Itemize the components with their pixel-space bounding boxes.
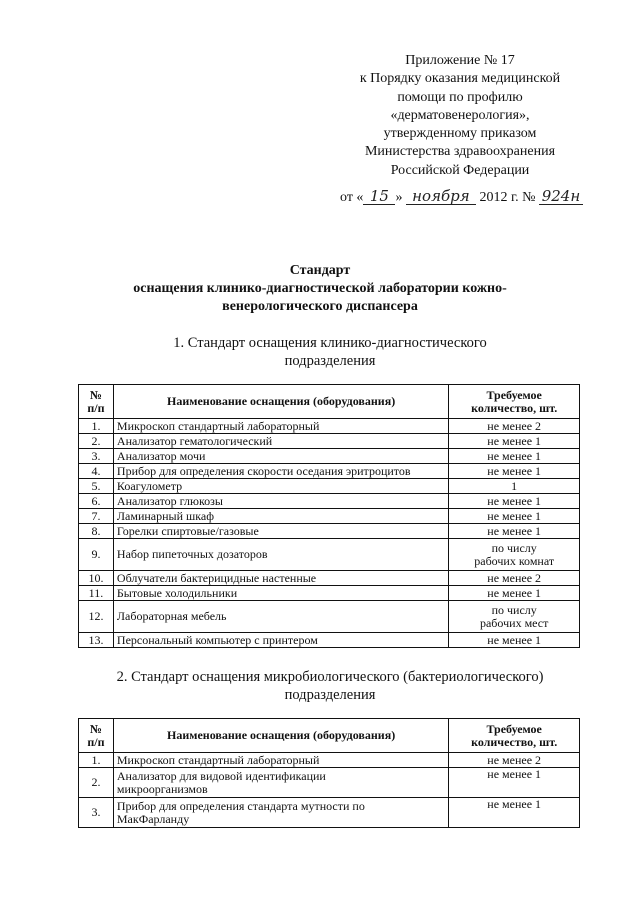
row-name: Набор пипеточных дозаторов [113, 539, 448, 571]
row-name: Персональный компьютер с принтером [113, 633, 448, 648]
appendix-line: «дерматовенерология», [390, 107, 530, 123]
header-qty: Требуемое количество, шт. [449, 385, 580, 419]
row-num: 6. [79, 494, 114, 509]
table-row [79, 419, 580, 434]
row-name: Анализатор глюкозы [113, 494, 448, 509]
row-name: Анализатор гематологический [113, 434, 448, 449]
appendix-line: Приложение № 17 [405, 53, 515, 68]
row-name: Прибор для определения скорости оседания эритроцитов [113, 464, 448, 479]
table-row [79, 601, 580, 633]
section2-heading [60, 668, 600, 704]
row-name: Бытовые холодильники [113, 586, 448, 601]
header-name: Наименование оснащения (оборудования) [113, 385, 448, 419]
table-row [79, 571, 580, 586]
appendix-line: к Порядку оказания медицинской [359, 71, 561, 87]
row-qty: не менее 1 [449, 586, 580, 601]
date-mid: » [395, 190, 403, 205]
row-qty: не менее 1 [449, 449, 580, 464]
title-line: венерологического диспансера [222, 299, 418, 314]
row-num: 13. [79, 633, 114, 648]
date-year: 2012 г. № [479, 190, 536, 205]
row-name: Коагулометр [113, 479, 448, 494]
row-name: Лабораторная мебель [113, 601, 448, 633]
row-name: Горелки спиртовые/газовые [113, 524, 448, 539]
document-title [70, 262, 570, 316]
table-row [79, 524, 580, 539]
row-num: 3. [79, 449, 114, 464]
header-num: № п/п [79, 385, 114, 419]
row-num: 1. [79, 753, 114, 768]
row-num: 8. [79, 524, 114, 539]
row-qty: не менее 1 [449, 509, 580, 524]
section2-table [78, 718, 580, 828]
heading-line: 2. Стандарт оснащения микробиологического (бактериологического) [116, 669, 544, 685]
date-prefix: от « [340, 190, 364, 205]
row-qty: не менее 2 [449, 571, 580, 586]
table-header-row [79, 385, 580, 419]
appendix-line: Российской Федерации [390, 162, 530, 178]
row-name: Анализатор мочи [113, 449, 448, 464]
row-name: Ламинарный шкаф [113, 509, 448, 524]
table-row [79, 449, 580, 464]
heading-line: подразделения [284, 353, 376, 369]
row-qty: не менее 1 [449, 633, 580, 648]
row-name: Прибор для определения стандарта мутности по МакФарланду [113, 798, 448, 828]
table-header-row [79, 719, 580, 753]
heading-line: подразделения [284, 687, 376, 703]
row-qty: по числу рабочих комнат [449, 539, 580, 571]
row-num: 4. [79, 464, 114, 479]
row-num: 2. [79, 434, 114, 449]
row-num: 3. [79, 798, 114, 828]
header-num: № п/п [79, 719, 114, 753]
row-qty: по числу рабочих мест [449, 601, 580, 633]
table-row [79, 434, 580, 449]
table-row [79, 586, 580, 601]
title-line: оснащения клинико-диагностической лаборатории кожно- [133, 281, 507, 296]
table-row [79, 768, 580, 798]
table-row [79, 479, 580, 494]
row-qty: не менее 1 [449, 798, 580, 828]
row-qty: не менее 1 [449, 434, 580, 449]
row-num: 2. [79, 768, 114, 798]
row-name: Микроскоп стандартный лабораторный [113, 753, 448, 768]
handwritten-month: ноября [406, 188, 476, 205]
row-num: 7. [79, 509, 114, 524]
row-num: 10. [79, 571, 114, 586]
handwritten-day: 15 [363, 188, 395, 205]
heading-line: 1. Стандарт оснащения клинико-диагностического [173, 335, 487, 351]
section1-heading [60, 334, 600, 370]
table-row [79, 494, 580, 509]
approval-date-line [340, 188, 610, 206]
appendix-line: утвержденному приказом [383, 126, 537, 142]
row-num: 5. [79, 479, 114, 494]
appendix-block [330, 52, 590, 180]
table-row [79, 464, 580, 479]
title-line: Стандарт [289, 263, 351, 278]
header-name: Наименование оснащения (оборудования) [113, 719, 448, 753]
row-qty: 1 [449, 479, 580, 494]
row-qty: не менее 1 [449, 494, 580, 509]
table-row [79, 633, 580, 648]
row-name: Облучатели бактерицидные настенные [113, 571, 448, 586]
row-qty: не менее 1 [449, 524, 580, 539]
appendix-line: Министерства здравоохранения [364, 144, 556, 160]
table-row [79, 509, 580, 524]
appendix-line: помощи по профилю [397, 89, 523, 105]
row-num: 11. [79, 586, 114, 601]
row-name: Анализатор для видовой идентификации микроорганизмов [113, 768, 448, 798]
row-num: 1. [79, 419, 114, 434]
row-qty: не менее 1 [449, 464, 580, 479]
handwritten-order-number: 924н [539, 188, 583, 205]
table-row [79, 753, 580, 768]
row-qty: не менее 2 [449, 753, 580, 768]
header-qty: Требуемое количество, шт. [449, 719, 580, 753]
row-name: Микроскоп стандартный лабораторный [113, 419, 448, 434]
row-num: 9. [79, 539, 114, 571]
table-row [79, 539, 580, 571]
section1-table [78, 384, 580, 648]
row-num: 12. [79, 601, 114, 633]
row-qty: не менее 2 [449, 419, 580, 434]
row-qty: не менее 1 [449, 768, 580, 798]
table-row [79, 798, 580, 828]
